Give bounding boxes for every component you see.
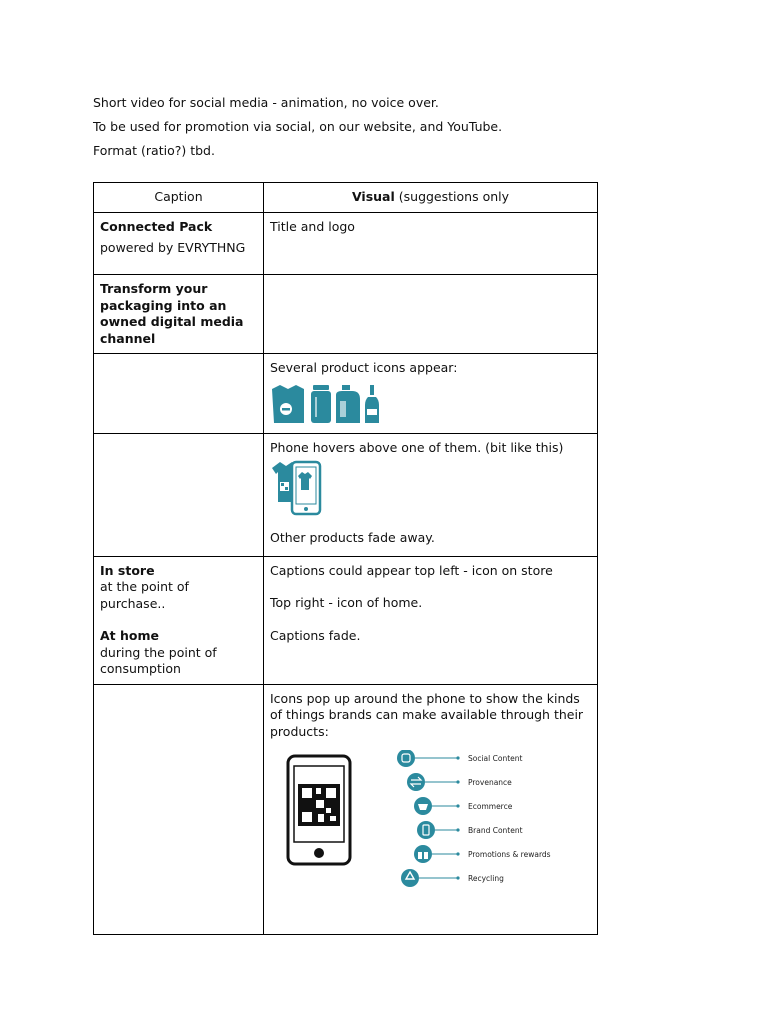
phone-qr-icon bbox=[288, 756, 350, 864]
visual-text: Top right - icon of home. bbox=[270, 595, 423, 610]
feature-label: Recycling bbox=[468, 874, 504, 883]
visual-text: Captions fade. bbox=[270, 627, 361, 643]
caption-title: Transform your packaging into an owned digital media channel bbox=[100, 281, 244, 346]
intro-line-3: Format (ratio?) tbd. bbox=[93, 143, 215, 158]
caption-cell bbox=[94, 354, 264, 434]
feature-label: Provenance bbox=[468, 778, 512, 787]
intro-notes bbox=[93, 95, 653, 167]
intro-line-1: Short video for social media - animation, no voice over. bbox=[93, 95, 439, 110]
caption-title-store: In store bbox=[100, 562, 155, 578]
visual-header-bold: Visual bbox=[351, 189, 395, 204]
visual-cell bbox=[264, 354, 598, 434]
provenance-icon bbox=[407, 773, 425, 791]
instagram-icon bbox=[397, 750, 415, 767]
visual-cell bbox=[264, 684, 598, 934]
table-row bbox=[94, 354, 598, 434]
table-row bbox=[94, 275, 598, 354]
visual-header bbox=[264, 183, 598, 213]
feature-item bbox=[414, 797, 513, 815]
feature-item bbox=[407, 773, 512, 791]
feature-label: Social Content bbox=[468, 754, 523, 763]
feature-label: Promotions & rewards bbox=[468, 850, 551, 859]
caption-subtitle-store: at the point of purchase.. bbox=[100, 579, 189, 611]
visual-cell bbox=[264, 275, 598, 354]
caption-cell bbox=[94, 556, 264, 684]
caption-cell bbox=[94, 213, 264, 275]
feature-item bbox=[414, 845, 551, 863]
intro-line-2: To be used for promotion via social, on our website, and YouTube. bbox=[93, 119, 503, 134]
wine-bottle-icon bbox=[365, 385, 379, 423]
caption-subtitle-home: during the point of consumption bbox=[100, 644, 217, 676]
feature-item bbox=[397, 750, 523, 767]
feature-label: Brand Content bbox=[468, 826, 523, 835]
table-row bbox=[94, 433, 598, 556]
feature-diagram bbox=[270, 750, 570, 900]
product-icons bbox=[270, 383, 386, 427]
feature-item bbox=[401, 869, 504, 887]
caption-title-home: At home bbox=[100, 628, 159, 643]
visual-text: Captions could appear top left - icon on store bbox=[270, 562, 553, 578]
caption-cell bbox=[94, 433, 264, 556]
feature-item bbox=[417, 821, 523, 839]
box-icon bbox=[272, 385, 304, 423]
caption-header: Caption bbox=[94, 183, 264, 213]
phone-scanning-shirt-icon bbox=[270, 460, 330, 516]
storyboard-table bbox=[93, 182, 598, 935]
table-row bbox=[94, 556, 598, 684]
table-header-row bbox=[94, 183, 598, 213]
table-row bbox=[94, 213, 598, 275]
caption-title: Connected Pack bbox=[100, 219, 213, 234]
jar-icon bbox=[311, 385, 331, 423]
feature-label: Ecommerce bbox=[468, 802, 513, 811]
visual-cell bbox=[264, 556, 598, 684]
visual-text: Other products fade away. bbox=[270, 530, 435, 545]
caption-cell bbox=[94, 275, 264, 354]
visual-cell bbox=[264, 433, 598, 556]
visual-header-note: (suggestions only bbox=[394, 189, 510, 204]
caption-cell bbox=[94, 684, 264, 934]
visual-text: Icons pop up around the phone to show the kinds of things brands can make available through their products: bbox=[270, 690, 584, 739]
visual-cell bbox=[264, 213, 598, 275]
detergent-bottle-icon bbox=[336, 385, 360, 423]
visual-text: Several product icons appear: bbox=[270, 360, 458, 375]
caption-subtitle: powered by EVRYTHNG bbox=[100, 239, 246, 255]
visual-text: Title and logo bbox=[270, 219, 355, 234]
mobile-content-icon bbox=[417, 821, 435, 839]
table-row bbox=[94, 684, 598, 934]
visual-text: Phone hovers above one of them. (bit like this) bbox=[270, 439, 564, 455]
